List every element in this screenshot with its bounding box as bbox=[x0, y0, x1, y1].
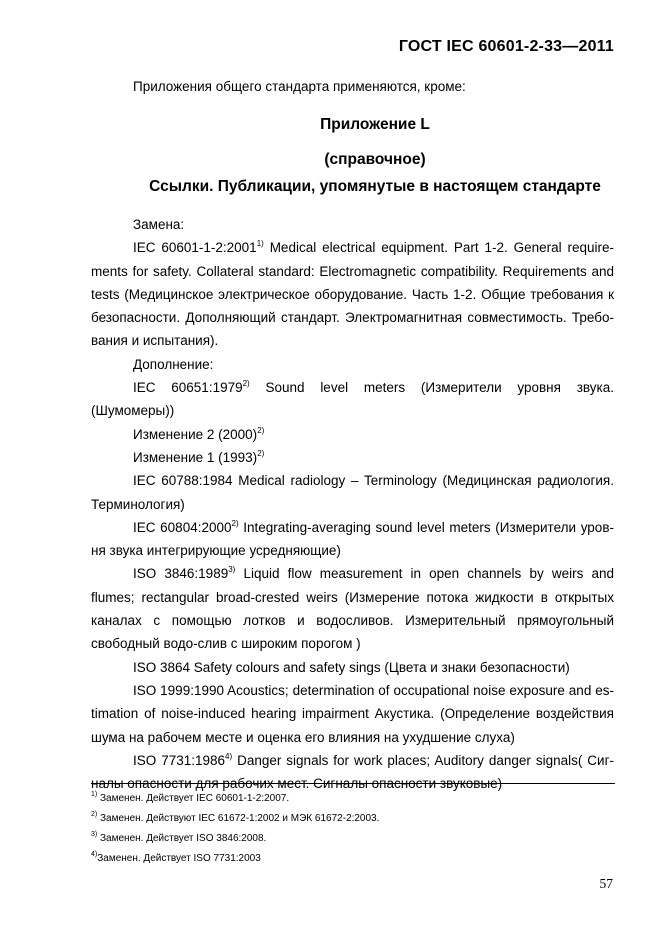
footnote-text: Заменен. Действуют IEC 61672-1:2002 и МЭК 61672-2:2003. bbox=[97, 813, 380, 824]
amendment-1 bbox=[91, 446, 614, 469]
reference-iso-3864: ISO 3864 Safety colours and safety sings (Цвета и знаки безопасности) bbox=[133, 659, 570, 675]
footnote-2 bbox=[91, 809, 621, 829]
footnote-1 bbox=[91, 789, 621, 809]
footnote-text: Заменен. Действует ISO 3846:2008. bbox=[97, 833, 267, 844]
footnote-mark: 2) bbox=[91, 811, 98, 818]
reference-code: ISO 3846:1989 bbox=[133, 566, 229, 582]
amendment-2 bbox=[91, 423, 614, 446]
footnote-4 bbox=[91, 849, 621, 869]
reference-text: Liquid flow measurement in open channels by weirs and flumes; rectangular broad-crested weirs (Измерение потока жидкости в открытых каналах с помощью лотков и водосливов. Измерительный прямоугольный свободный водо-слив с широким порогом ) bbox=[91, 566, 614, 652]
reference-code: IEC 60804:2000 bbox=[133, 519, 232, 535]
reference-iec-60601-1-2 bbox=[91, 236, 614, 352]
footnote-mark: 4) bbox=[225, 751, 233, 761]
annex-title: Приложение L bbox=[320, 116, 430, 133]
page-number: 57 bbox=[599, 876, 613, 891]
footnote-mark: 3) bbox=[228, 565, 236, 575]
reference-text: Sound level meters (Измерители уровня звука. (Шумомеры)) bbox=[91, 380, 614, 419]
footnotes bbox=[91, 789, 621, 869]
reference-text: Integrating-averaging sound level meters (Измерители уров-ня звука интегрирующие усредняющие) bbox=[91, 519, 614, 559]
reference-text: Danger signals for work places; Auditory danger signals( Сиг-налы опасности для рабочих мест. Сигналы опасности звуковые) bbox=[91, 752, 614, 792]
footnote-3 bbox=[91, 829, 621, 849]
footnote-mark: 2) bbox=[257, 448, 265, 458]
annex-name: Ссылки. Публикации, упомянутые в настоящем стандарте bbox=[149, 178, 601, 195]
footnote-mark: 2) bbox=[231, 518, 239, 528]
amendment-text: Изменение 1 (1993) bbox=[133, 449, 258, 465]
amendment-text: Изменение 2 (2000) bbox=[133, 426, 258, 442]
footnote-mark: 2) bbox=[242, 379, 250, 389]
footnote-mark: 2) bbox=[257, 425, 265, 435]
reference-text: Medical electrical equipment. Part 1-2. General require-ments for safety. Collateral standard: Electromagnetic compatibility. Requirements and tests (Медицинское электрическое оборудование. Часть 1-2. Общие требования к безопасности. Дополняющий стандарт. Электромагнитная совместимость. Требо-вания и испытания). bbox=[91, 240, 614, 349]
replacement-label: Замена: bbox=[133, 217, 185, 232]
footnote-text: Заменен. Действует IEC 60601-1-2:2007. bbox=[97, 793, 290, 804]
footnote-mark: 4) bbox=[91, 851, 98, 858]
intro-text: Приложения общего стандарта применяются, кроме: bbox=[133, 79, 466, 94]
reference-iso-3846 bbox=[91, 562, 614, 655]
document-header: ГОСТ IEC 60601-2-33—2011 bbox=[398, 38, 614, 55]
references-body bbox=[91, 213, 614, 795]
footnote-separator bbox=[91, 783, 615, 784]
reference-code: IEC 60651:1979 bbox=[133, 380, 243, 396]
footnote-mark: 3) bbox=[91, 831, 98, 838]
reference-code: IEC 60601-1-2:2001 bbox=[133, 240, 257, 256]
annex-subtitle: (справочное) bbox=[324, 151, 426, 168]
footnote-mark: 1) bbox=[91, 791, 98, 798]
footnote-mark: 1) bbox=[256, 239, 264, 249]
reference-iec-60651 bbox=[91, 376, 614, 423]
addition-label: Дополнение: bbox=[133, 356, 214, 372]
reference-iec-60804 bbox=[91, 516, 614, 563]
reference-iec-60788: IEC 60788:1984 Medical radiology – Terminology (Медицинская радиология. Терминология) bbox=[91, 473, 614, 512]
footnote-text: Заменен. Действует ISO 7731:2003 bbox=[97, 853, 261, 864]
reference-iso-1999: ISO 1999:1990 Acoustics; determination of occupational noise exposure and es-timation of noise-induced hearing impairment Акустика. (Определение воздействия шума на рабочем месте и оценка его влияния на ухудшение слуха) bbox=[91, 682, 614, 745]
reference-code: ISO 7731:1986 bbox=[133, 752, 226, 768]
